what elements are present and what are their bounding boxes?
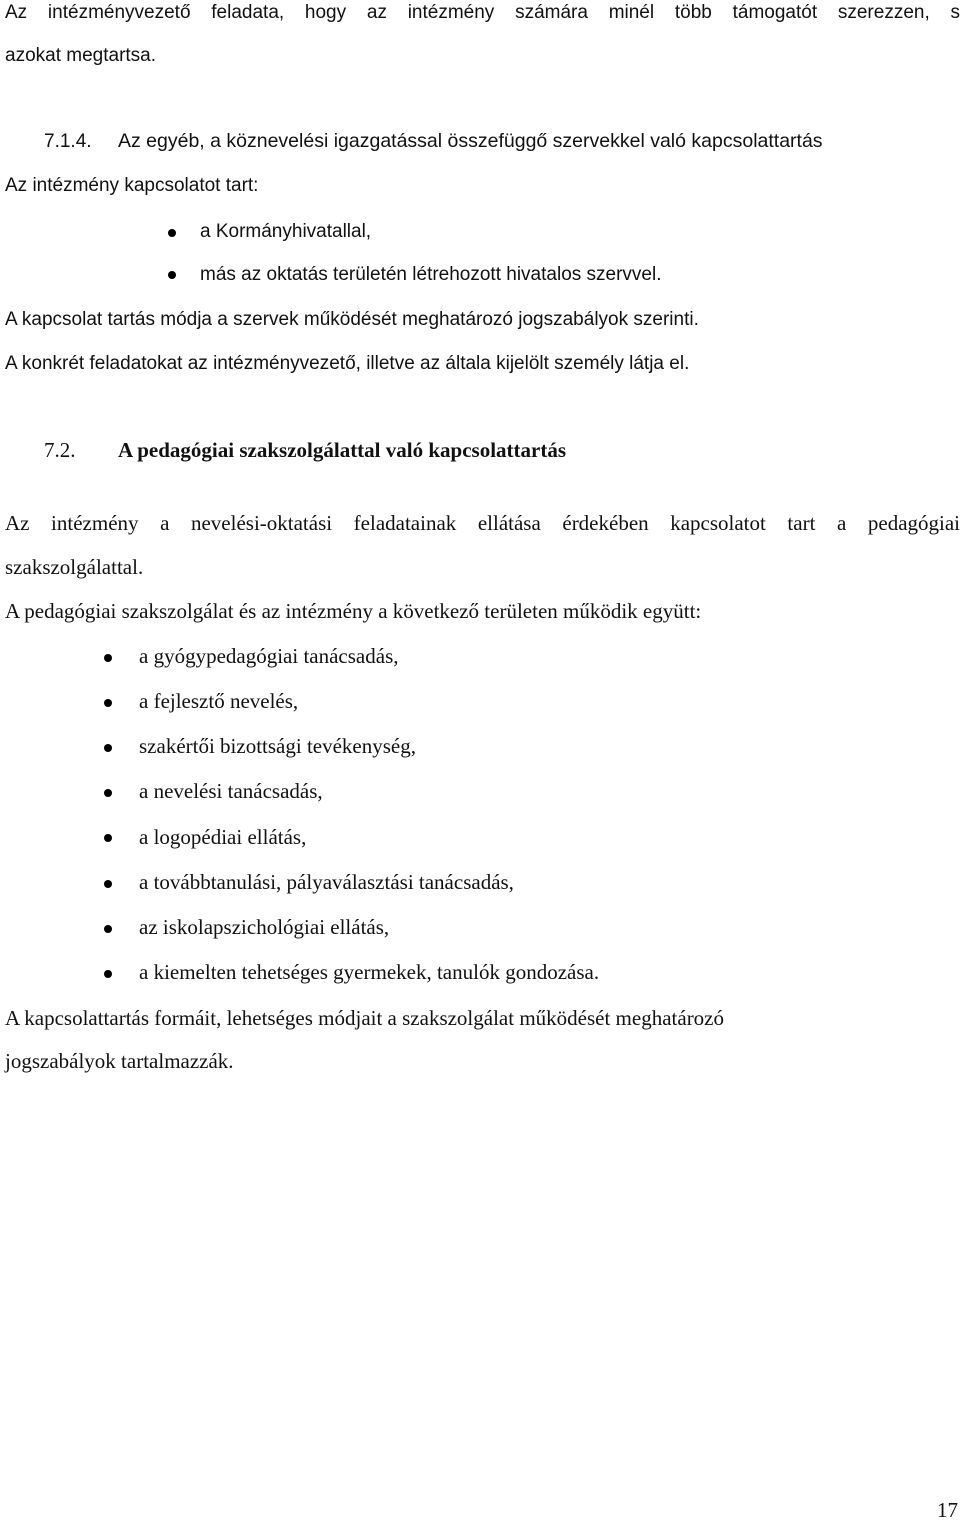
bullet-icon: [104, 925, 112, 933]
bullet-icon: [104, 744, 112, 752]
section-714-number: 7.1.4.: [44, 131, 92, 152]
section-714-lead: Az intézmény kapcsolatot tart:: [5, 175, 259, 196]
bullet-icon: [168, 229, 176, 237]
page-number: 17: [937, 1498, 958, 1522]
section-72-para-1-line-2: szakszolgálattal.: [5, 555, 144, 579]
list-item: a Kormányhivatallal,: [200, 221, 372, 242]
bullet-icon: [168, 271, 176, 279]
list-item: más az oktatás területén létrehozott hivatalos szervvel.: [200, 264, 662, 285]
list-item: az iskolapszichológiai ellátás,: [139, 915, 390, 939]
section-72-lead: A pedagógiai szakszolgálat és az intézmény a következő területen működik együtt:: [5, 599, 702, 623]
section-72-title: A pedagógiai szakszolgálattal való kapcsolattartás: [118, 438, 567, 462]
intro-line-2: azokat megtartsa.: [5, 45, 157, 66]
list-item: a továbbtanulási, pályaválasztási tanácsadás,: [139, 870, 514, 894]
list-item: a gyógypedagógiai tanácsadás,: [139, 644, 399, 668]
list-item: szakértői bizottsági tevékenység,: [139, 734, 416, 758]
intro-line-1: Az intézményvezető feladata, hogy az intézmény számára minél több támogatót szerezzen, s: [5, 2, 960, 23]
bullet-icon: [104, 699, 112, 707]
bullet-icon: [104, 880, 112, 888]
section-72-closing-line-1: A kapcsolattartás formáit, lehetséges módjait a szakszolgálat működését meghatározó: [5, 1006, 725, 1030]
bullet-icon: [104, 654, 112, 662]
bullet-icon: [104, 834, 112, 842]
section-72-para-1-line-1: Az intézmény a nevelési-oktatási feladatainak ellátása érdekében kapcsolatot tart a pedagógiai: [5, 511, 960, 535]
list-item: a logopédiai ellátás,: [139, 825, 307, 849]
bullet-icon: [104, 789, 112, 797]
bullet-icon: [104, 970, 112, 978]
section-72-closing-line-2: jogszabályok tartalmazzák.: [5, 1049, 234, 1073]
section-714-para-1: A kapcsolat tartás módja a szervek működését meghatározó jogszabályok szerinti.: [5, 309, 699, 330]
list-item: a fejlesztő nevelés,: [139, 689, 299, 713]
section-714-para-2: A konkrét feladatokat az intézményvezető, illetve az általa kijelölt személy látja el.: [5, 353, 690, 374]
list-item: a nevelési tanácsadás,: [139, 779, 323, 803]
section-72-number: 7.2.: [44, 438, 76, 462]
list-item: a kiemelten tehetséges gyermekek, tanulók gondozása.: [139, 960, 600, 984]
section-714-title: Az egyéb, a köznevelési igazgatással összefüggő szervekkel való kapcsolattartás: [118, 130, 823, 152]
